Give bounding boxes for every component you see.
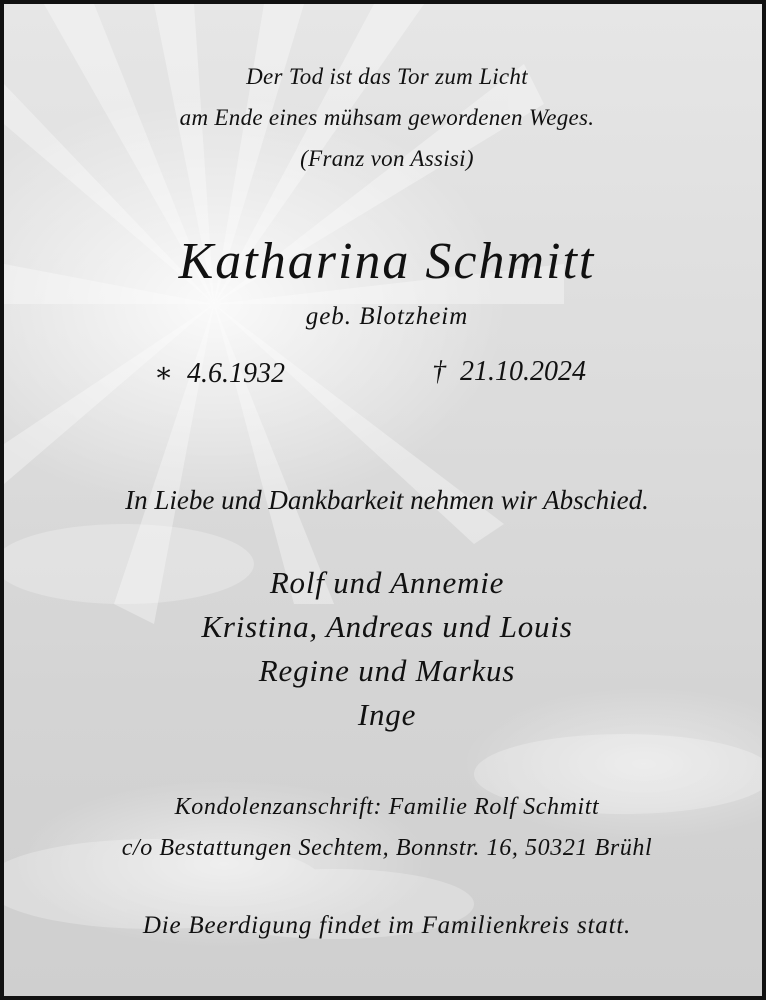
deceased-name: Katharina Schmitt <box>178 233 596 290</box>
quote-line-1: Der Tod ist das Tor zum Licht <box>246 64 528 89</box>
birth-date: 4.6.1932 <box>187 358 286 389</box>
mourner-line: Kristina, Andreas und Louis <box>201 609 573 644</box>
birth-name: geb. Blotzheim <box>305 303 469 330</box>
mourner-line: Regine und Markus <box>258 653 516 688</box>
condolence-address-line-2: c/o Bestattungen Sechtem, Bonnstr. 16, 50321 Brühl <box>121 835 653 861</box>
funeral-note: Die Beerdigung findet im Familienkreis statt. <box>142 912 632 939</box>
quote-author: (Franz von Assisi) <box>300 146 474 171</box>
mourner-line: Rolf und Annemie <box>269 565 505 600</box>
birth-date-group <box>154 356 285 396</box>
farewell-text: In Liebe und Dankbarkeit nehmen wir Abschied. <box>125 485 649 515</box>
death-date: 21.10.2024 <box>460 356 586 387</box>
quote-line-2: am Ende eines mühsam gewordenen Weges. <box>179 105 595 130</box>
condolence-address-line-1: Kondolenzanschrift: Familie Rolf Schmitt <box>174 794 600 820</box>
mourner-line: Inge <box>357 697 417 732</box>
birth-star-icon: ∗ <box>154 358 174 389</box>
death-cross-icon: † <box>432 356 446 387</box>
death-date-group <box>432 356 586 396</box>
